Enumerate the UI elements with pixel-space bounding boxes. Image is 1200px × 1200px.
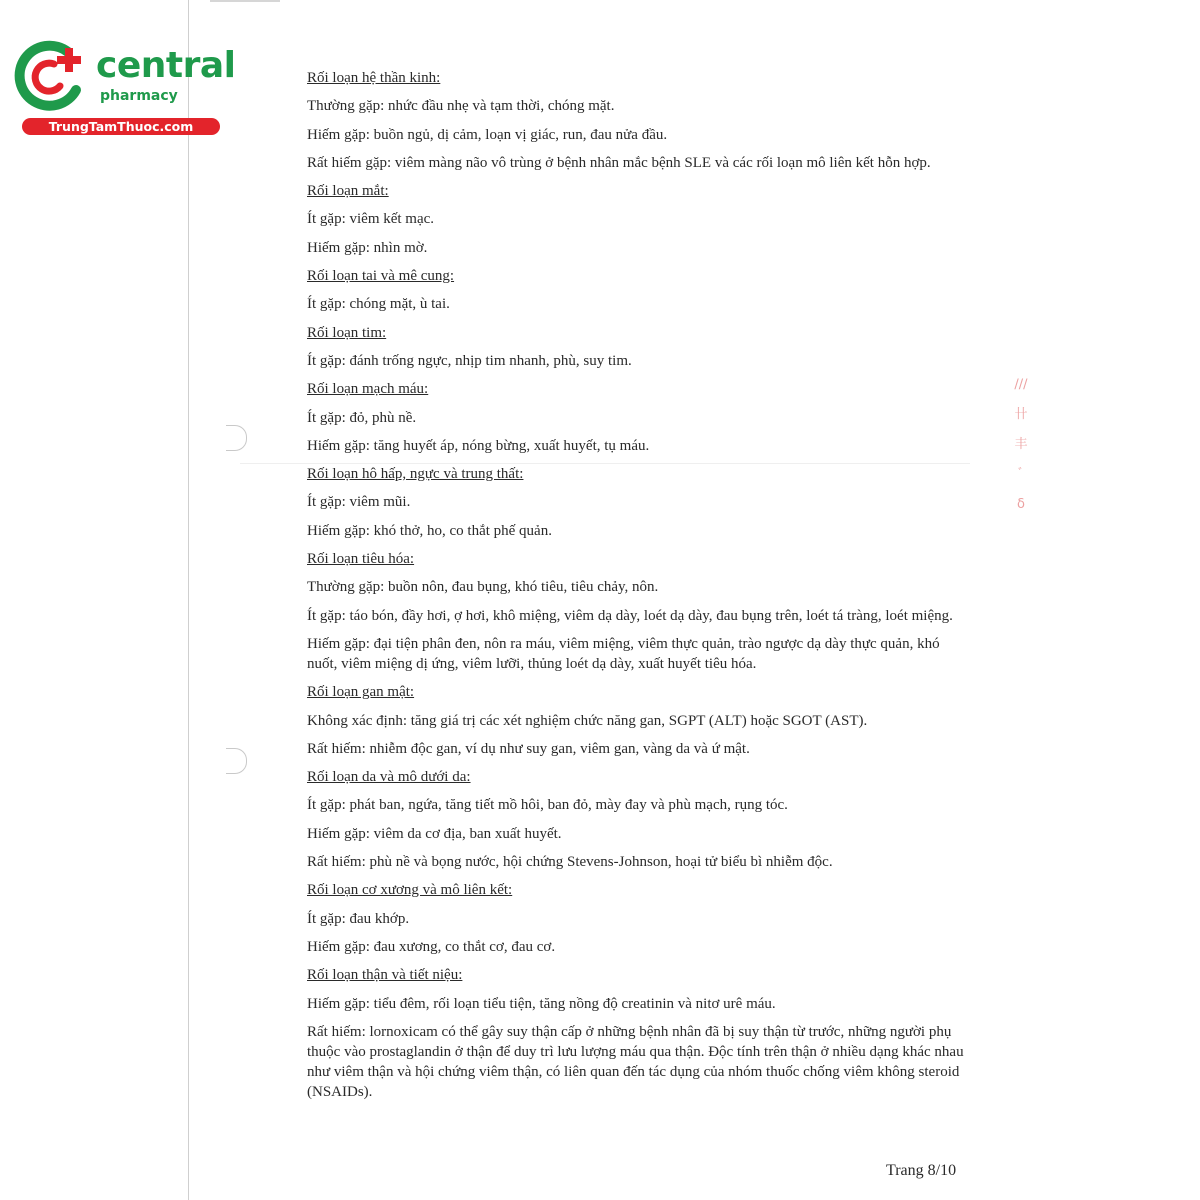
paragraph: Ít gặp: phát ban, ngứa, tăng tiết mồ hôi, ban đỏ, mày đay và phù mạch, rụng tóc. [307,797,788,814]
paragraph: Rất hiếm: nhiễm độc gan, ví dụ như suy gan, viêm gan, vàng da và ứ mật. [307,740,750,757]
paragraph: Ít gặp: táo bón, đầy hơi, ợ hơi, khô miệng, viêm dạ dày, loét dạ dày, đau bụng trên, loét tá tràng, loét miệng. [307,607,953,624]
section-heading: Rối loạn tiêu hóa: [307,551,415,568]
red-stamp-mark: ∕∕∕ 卄 丰 ﾞ δ [1014,377,1028,512]
paragraph: Ít gặp: đánh trống ngực, nhịp tim nhanh, phù, suy tim. [307,352,632,369]
paragraph: Rất hiếm: phù nề và bọng nước, hội chứng Stevens-Johnson, hoại tử biểu bì nhiễm độc. [307,854,833,871]
paragraph: Hiếm gặp: khó thở, ho, co thắt phế quản. [307,522,552,539]
paragraph: Hiếm gặp: nhìn mờ. [307,239,428,256]
section-heading: Rối loạn hệ thần kinh: [307,70,441,86]
paragraph: Ít gặp: chóng mặt, ù tai. [307,296,450,313]
paragraph: Hiếm gặp: đại tiện phân đen, nôn ra máu, viêm miệng, viêm thực quản, trào ngược dạ dày thực quản, khó nuốt, viêm miệng dị ứng, viêm lưỡi, thủng loét dạ dày, xuất huyết tiêu hóa. [307,635,940,672]
logo-site: TrungTamThuoc.com [22,118,220,135]
section-heading: Rối loạn cơ xương và mô liên kết: [307,882,513,899]
section-heading: Rối loạn mạch máu: [307,381,429,398]
section-heading: Rối loạn mắt: [307,183,389,200]
page-number: Trang 8/10 [886,1162,957,1179]
page-edge [188,0,189,1200]
paragraph: Thường gặp: nhức đầu nhẹ và tạm thời, chóng mặt. [307,98,615,115]
section-heading: Rối loạn gan mật: [307,684,415,701]
paragraph: Hiếm gặp: viêm da cơ địa, ban xuất huyết. [307,825,562,842]
logo-brand: central [96,45,236,86]
paragraph: Ít gặp: đỏ, phù nề. [307,409,417,426]
section-heading: Rối loạn hô hấp, ngực và trung thất: [307,466,524,483]
punch-hole-top [226,425,247,451]
logo-sub: pharmacy [100,88,178,104]
paragraph: Ít gặp: đau khớp. [307,910,410,927]
central-pharmacy-logo[interactable] [10,38,236,138]
paragraph: Ít gặp: viêm mũi. [307,494,411,511]
section-heading: Rối loạn tim: [307,324,387,341]
paragraph: Hiếm gặp: tăng huyết áp, nóng bừng, xuất huyết, tụ máu. [307,437,650,454]
section-heading: Rối loạn thận và tiết niệu: [307,967,463,984]
punch-hole-bottom [226,748,247,774]
paragraph: Không xác định: tăng giá trị các xét nghiệm chức năng gan, SGPT (ALT) hoặc SGOT (AST). [307,712,868,729]
paragraph: Hiếm gặp: buồn ngủ, dị cảm, loạn vị giác, run, đau nửa đầu. [307,126,668,143]
paragraph: Hiếm gặp: tiểu đêm, rối loạn tiểu tiện, tăng nồng độ creatinin và nitơ urê máu. [307,995,776,1012]
paragraph: Rất hiếm: lornoxicam có thể gây suy thận cấp ở những bệnh nhân đã bị suy thận từ trước, những người phụ thuộc vào prostaglandin ở thận để duy trì lưu lượng máu qua thận. Độc tính trên thận ở nhiều dạng khác nhau như viêm thận và hội chứng viêm thận, có liên quan đến tác dụng của nhóm thuốc chống viêm không steroid (NSAIDs). [307,1023,964,1100]
paragraph: Rất hiếm gặp: viêm màng não vô trùng ở bệnh nhân mắc bệnh SLE và các rối loạn mô liên kết hỗn hợp. [307,154,931,171]
pharmacy-cross-icon [10,38,94,114]
paragraph: Thường gặp: buồn nôn, đau bụng, khó tiêu, tiêu chảy, nôn. [307,579,659,596]
paragraph: Hiếm gặp: đau xương, co thắt cơ, đau cơ. [307,938,556,955]
page-edge-top [210,0,280,2]
section-heading: Rối loạn tai và mê cung: [307,268,455,285]
paragraph: Ít gặp: viêm kết mạc. [307,211,435,228]
section-heading: Rối loạn da và mô dưới da: [307,769,471,786]
document-body [307,68,967,1110]
